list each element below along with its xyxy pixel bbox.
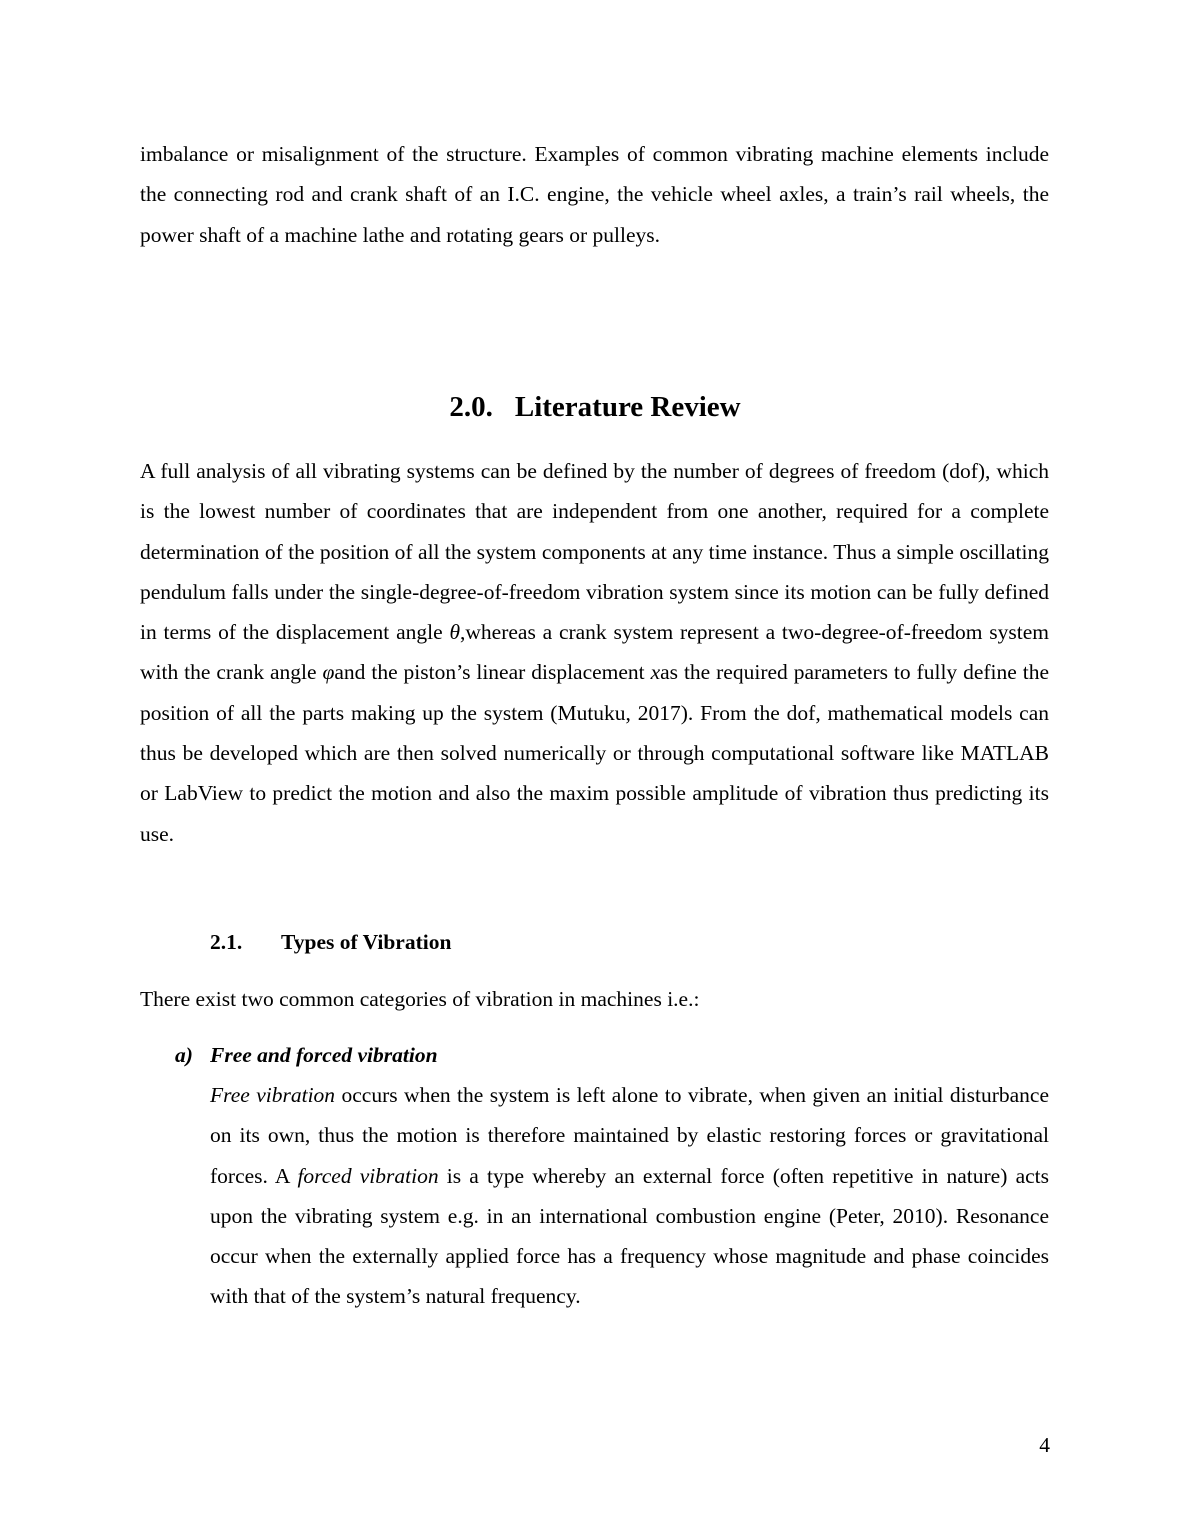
phi-symbol: φ	[322, 660, 335, 685]
literature-text-2: ,whereas a crank system represent a two-degree-of-freedom system with the crank angle	[140, 620, 1049, 685]
list-marker: a)	[175, 1043, 193, 1067]
section-number: 2.0.	[449, 391, 493, 423]
literature-paragraph	[140, 451, 1049, 854]
list-item-heading	[175, 1035, 438, 1075]
intro-paragraph: imbalance or misalignment of the structure. Examples of common vibrating machine elements include the connecting rod and crank shaft of an I.C. engine, the vehicle wheel axles, a train’s rail wheels, the power shaft of a machine lathe and rotating gears or pulleys.	[140, 142, 1049, 247]
subsection-heading	[210, 927, 451, 957]
x-symbol: x	[650, 660, 661, 685]
section-title: Literature Review	[514, 391, 741, 423]
subsection-title: Types of Vibration	[281, 930, 452, 954]
section-heading	[0, 386, 1190, 428]
list-item-title: Free and forced vibration	[210, 1043, 438, 1067]
theta-symbol: θ	[449, 620, 460, 645]
free-forced-text-1: occurs when the system is left alone to vibrate, when given an initial disturbance on its own, thus the motion is therefore maintained by elastic restoring forces or gravitational forces. A	[210, 1083, 1049, 1188]
page-number: 4	[1039, 1433, 1050, 1457]
free-vibration-term: Free vibration	[210, 1083, 336, 1107]
free-forced-text-2: is a type whereby an external force (often repetitive in nature) acts upon the vibrating system e.g. in an international combustion engine (Peter, 2010). Resonance occur when the externally applied force has a frequency whose magnitude and phase coincides with that of the system’s natural frequency.	[210, 1163, 1049, 1309]
forced-vibration-term: forced vibration	[297, 1163, 439, 1188]
literature-text-4: as the required parameters to fully define the position of all the parts making up the system (Mutuku, 2017). From the dof, mathematical models can thus be developed which are then solved numerically or through computational software like MATLAB or LabView to predict the motion and also the maxim possible amplitude of vibration thus predicting its use.	[140, 660, 1049, 846]
free-forced-paragraph	[210, 1075, 1049, 1317]
subsection-number: 2.1.	[210, 930, 243, 954]
literature-text-3: and the piston’s linear displacement	[334, 660, 651, 685]
categories-intro: There exist two common categories of vibration in machines i.e.:	[140, 987, 700, 1011]
literature-text-1: A full analysis of all vibrating systems can be defined by the number of degrees of freedom (dof), which is the lowest number of coordinates that are independent from one another, required for a complete determination of the position of all the system components at any time instance. Thus a simple oscillating pendulum falls under the single-degree-of-freedom vibration system since its motion can be fully defined in terms of the displacement angle	[140, 459, 1049, 645]
